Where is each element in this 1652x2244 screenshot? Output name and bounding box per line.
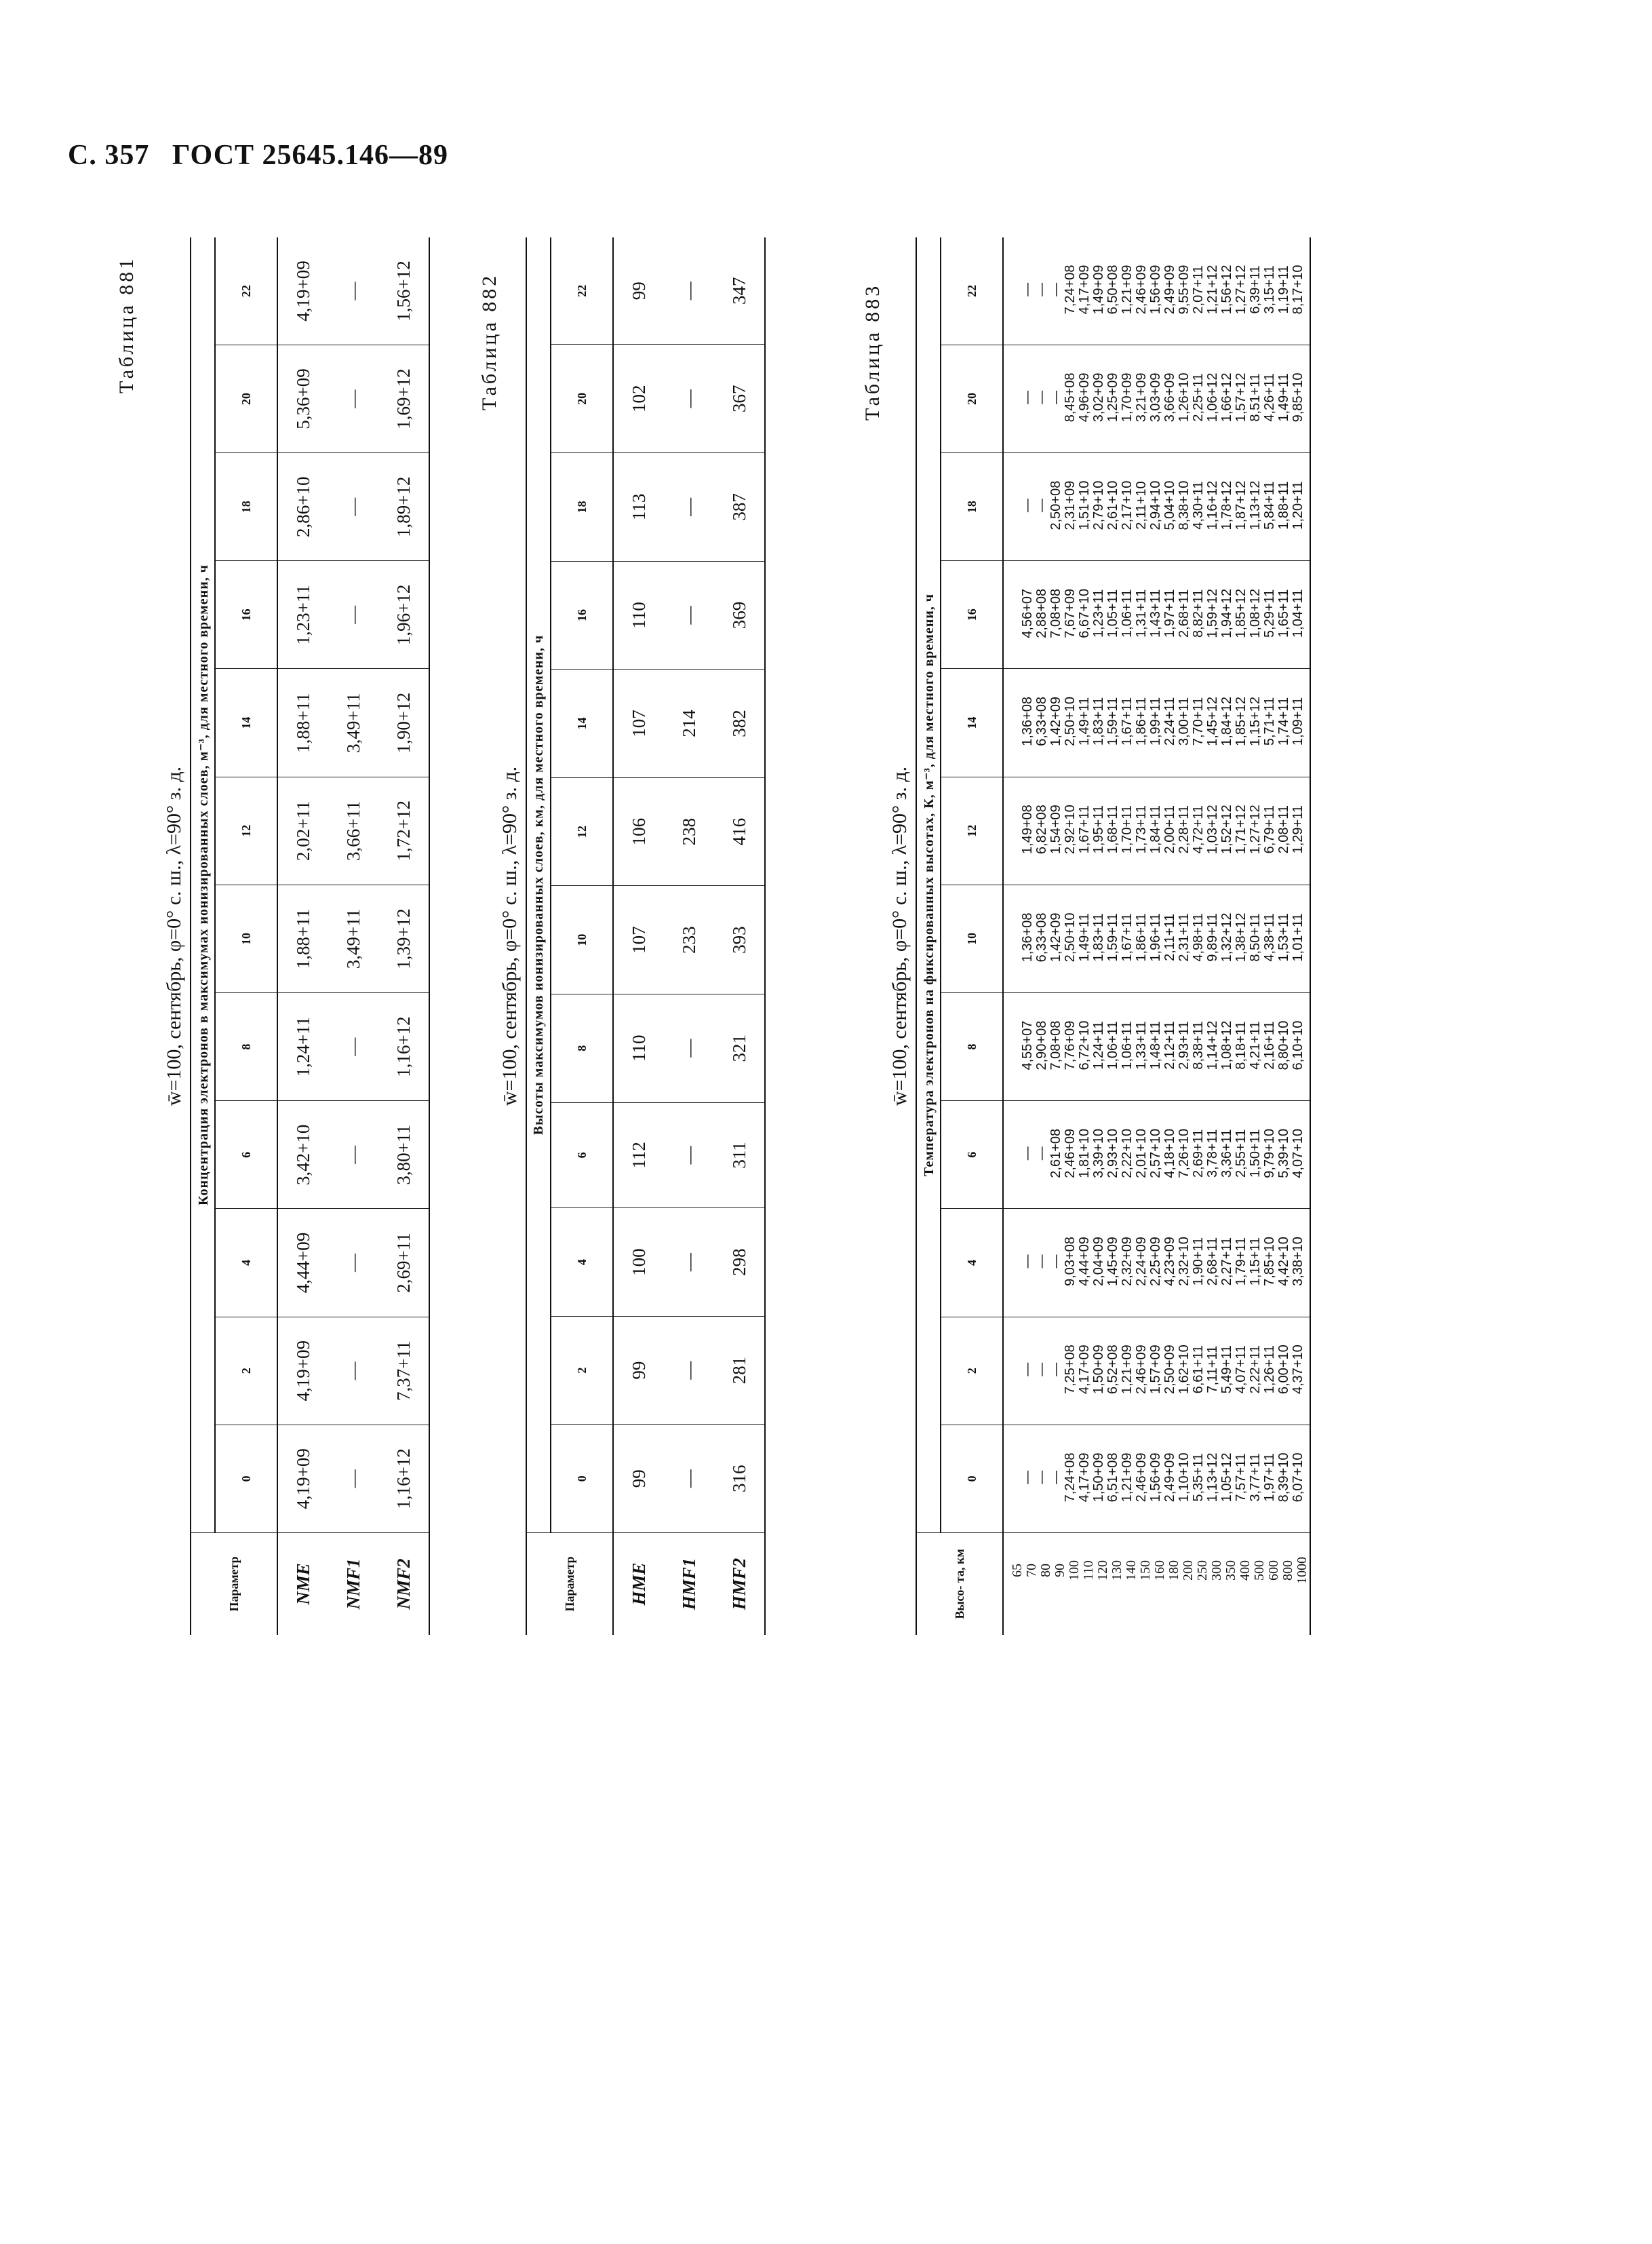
temperature-column: — — — 7,25+08 4,17+09 1,50+09 6,52+08 1,21+09 2,46+09 1,57+09 2,50+09 1,62+10 6,61+11 7,11+11 5,49+11 4,07+11 2,22+11 1,26+11 6,00+10 4,37+10 bbox=[1003, 1317, 1310, 1425]
table-cell: 99 bbox=[613, 1316, 664, 1425]
temperature-column: 1,49+08 6,82+08 1,54+09 2,92+10 1,67+11 1,95+11 1,68+11 1,70+11 1,73+11 1,84+11 2,00+11 2,28+11 4,72+11 1,03+12 1,52+12 1,71+12 1,27+12 6,79+11 2,08+11 1,29+11 bbox=[1003, 777, 1310, 885]
height-header: Высо- та, км bbox=[916, 1533, 1003, 1636]
table-cell: — bbox=[664, 453, 714, 562]
table-cell: — bbox=[328, 561, 378, 669]
table-cell: 1,24+11 bbox=[277, 993, 328, 1101]
table-row bbox=[664, 237, 714, 1635]
table-cell: 387 bbox=[714, 453, 765, 562]
table-882-grid bbox=[526, 237, 766, 1635]
table-cell: — bbox=[328, 993, 378, 1101]
table-cell: 4,19+09 bbox=[277, 1317, 328, 1425]
table-cell: 1,23+11 bbox=[277, 561, 328, 669]
table-cell: 107 bbox=[613, 886, 664, 994]
hour-header: 14 bbox=[551, 670, 613, 778]
table-881-label: Таблица 881 bbox=[115, 256, 138, 393]
hour-header: 22 bbox=[941, 237, 1003, 345]
table-cell: 99 bbox=[628, 1469, 649, 1488]
table-row bbox=[277, 237, 328, 1635]
table-cell: 1,39+12 bbox=[378, 885, 429, 992]
table-cell: 3,49+11 bbox=[328, 885, 378, 992]
table-cell: 416 bbox=[714, 777, 765, 886]
table-cell: 113 bbox=[613, 453, 664, 562]
table-cell: 100 bbox=[613, 1208, 664, 1317]
table-cell: 298 bbox=[714, 1208, 765, 1317]
table-cell: — bbox=[328, 453, 378, 561]
table-882-label: Таблица 882 bbox=[478, 273, 500, 410]
table-cell: 321 bbox=[714, 994, 765, 1102]
param-name: NMF2 bbox=[378, 1533, 429, 1636]
table-cell: 311 bbox=[714, 1102, 765, 1208]
table-cell: 1,56+12 bbox=[378, 237, 429, 345]
table-cell: 106 bbox=[613, 777, 664, 886]
hour-header: 16 bbox=[941, 561, 1003, 669]
table-883-label: Таблица 883 bbox=[861, 283, 884, 421]
table-cell: — bbox=[328, 1317, 378, 1425]
table-cell: — bbox=[664, 994, 714, 1102]
param-header: Параметр bbox=[191, 1533, 277, 1636]
hour-header: 8 bbox=[551, 994, 613, 1102]
table-cell: — bbox=[328, 345, 378, 452]
table-cell: 382 bbox=[714, 670, 765, 778]
temperature-column: — — 2,61+08 2,46+09 1,81+10 3,39+10 2,93+10 2,22+10 2,01+10 2,57+10 4,18+10 7,26+10 2,69+11 3,78+11 3,36+11 2,55+11 1,50+11 9,79+10 5,39+10 4,07+10 bbox=[1003, 1101, 1310, 1209]
table-882-subtitle: Высоты максимумов ионизированных слоев, км, для местного времени, ч bbox=[526, 237, 551, 1533]
table-cell: 1,16+12 bbox=[378, 993, 429, 1101]
param-name: HMF1 bbox=[664, 1533, 714, 1636]
hour-header: 8 bbox=[215, 993, 277, 1101]
table-cell: 102 bbox=[613, 345, 664, 453]
table-cell: 4,19+09 bbox=[292, 1448, 313, 1509]
table-cell: 1,16+12 bbox=[393, 1448, 414, 1509]
hour-header: 6 bbox=[215, 1101, 277, 1209]
standard-code: ГОСТ 25645.146—89 bbox=[172, 140, 449, 171]
hour-header: 20 bbox=[215, 345, 277, 452]
table-881-grid bbox=[190, 237, 430, 1635]
table-row bbox=[613, 237, 664, 1635]
hour-header: 2 bbox=[215, 1317, 277, 1425]
temperature-column: 4,55+07 2,90+08 7,08+08 7,76+09 6,72+10 1,24+11 1,06+11 1,06+11 1,33+11 1,48+11 2,12+11 2,93+11 8,38+11 1,14+12 1,08+12 8,18+11 4,21+11 2,16+11 8,80+10 6,10+10 bbox=[1003, 992, 1310, 1100]
table-cell: 110 bbox=[613, 994, 664, 1102]
table-cell: 4,19+09 bbox=[277, 237, 328, 345]
table-row bbox=[714, 237, 765, 1635]
hour-header: 0 bbox=[551, 1425, 613, 1533]
table-cell: — bbox=[678, 1469, 699, 1488]
temperature-column: 1,36+08 6,33+08 1,42+09 2,50+10 1,49+11 1,83+11 1,59+11 1,67+11 1,86+11 1,96+11 2,11+11 2,31+11 4,98+11 9,89+11 1,32+12 1,38+12 8,50+11 4,38+11 1,53+11 1,01+11 bbox=[1003, 885, 1310, 992]
hour-header: 22 bbox=[551, 237, 613, 345]
table-883-subtitle: Температура электронов на фиксированных высотах, К, м⁻³, для местного времени, ч bbox=[916, 237, 941, 1533]
table-cell: 347 bbox=[714, 237, 765, 345]
table-cell: 3,66+11 bbox=[328, 777, 378, 885]
hour-header: 22 bbox=[215, 237, 277, 345]
table-881 bbox=[163, 237, 430, 1635]
temperature-column: 4,56+07 2,88+08 7,08+08 7,67+09 6,67+10 1,23+11 1,05+11 1,06+11 1,31+11 1,43+11 1,97+11 2,68+11 8,82+11 1,59+12 1,94+12 1,85+12 1,08+12 5,29+11 1,65+11 1,04+11 bbox=[1003, 561, 1310, 669]
hour-header: 4 bbox=[551, 1208, 613, 1317]
table-cell: 1,72+12 bbox=[378, 777, 429, 885]
table-cell: — bbox=[664, 1208, 714, 1317]
page-header bbox=[68, 139, 463, 172]
hour-header: 12 bbox=[215, 777, 277, 885]
table-cell: 238 bbox=[664, 777, 714, 886]
temperature-column: — — — 7,24+08 4,17+09 1,49+09 6,50+08 1,21+09 2,46+09 1,56+09 2,49+09 9,55+09 2,07+11 1,21+12 1,56+12 1,27+12 6,39+11 3,15+11 1,19+11 8,17+10 bbox=[1003, 237, 1310, 345]
table-cell: 110 bbox=[613, 561, 664, 670]
hour-header: 14 bbox=[215, 669, 277, 777]
table-cell: — bbox=[664, 561, 714, 670]
height-values: 65 70 80 90 100 110 120 130 140 150 160 180 200 250 300 350 400 500 600 800 1000 bbox=[1003, 1533, 1310, 1636]
table-cell: — bbox=[664, 237, 714, 345]
hour-header: 6 bbox=[941, 1101, 1003, 1209]
table-cell: — bbox=[328, 1101, 378, 1209]
table-cell: — bbox=[664, 1102, 714, 1208]
temperature-column: — — — 7,24+08 4,17+09 1,50+09 6,51+08 1,21+09 2,46+09 1,56+09 2,49+09 1,10+10 5,35+11 1,13+12 1,05+12 7,57+11 3,77+11 1,97+11 8,39+10 6,07+10 bbox=[1020, 1452, 1305, 1503]
temperature-column: — — 2,50+08 2,31+09 1,51+10 2,79+10 2,61+10 2,17+10 2,11+10 2,94+10 5,04+10 8,38+10 4,30+11 1,16+12 1,78+12 1,87+12 1,13+12 5,84+11 1,88+11 1,20+11 bbox=[1003, 452, 1310, 560]
param-name: HME bbox=[613, 1533, 664, 1636]
hour-header: 20 bbox=[551, 345, 613, 453]
hour-header: 16 bbox=[215, 561, 277, 669]
table-881-subtitle: Концентрация электронов в максимумах ионизированных слоев, м⁻³, для местного времени, ч bbox=[191, 237, 215, 1533]
table-cell: 1,90+12 bbox=[378, 669, 429, 777]
hour-header: 0 bbox=[215, 1425, 277, 1532]
hour-header: 10 bbox=[215, 885, 277, 992]
hour-header: 18 bbox=[941, 452, 1003, 560]
table-cell: 4,44+09 bbox=[277, 1209, 328, 1317]
hour-header: 4 bbox=[215, 1209, 277, 1317]
hour-header: 12 bbox=[551, 777, 613, 886]
table-cell: 2,02+11 bbox=[277, 777, 328, 885]
table-882-title: w̄=100, сентябрь, φ=0° с. ш., λ=90° з. д. bbox=[498, 766, 521, 1106]
hour-header: 6 bbox=[551, 1102, 613, 1208]
hour-header: 10 bbox=[941, 885, 1003, 992]
hour-header: 12 bbox=[941, 777, 1003, 885]
table-cell: 1,69+12 bbox=[378, 345, 429, 452]
table-cell: 7,37+11 bbox=[378, 1317, 429, 1425]
hour-header: 0 bbox=[941, 1425, 1003, 1532]
table-cell: — bbox=[328, 237, 378, 345]
table-row bbox=[328, 237, 378, 1635]
table-cell: 3,80+11 bbox=[378, 1101, 429, 1209]
hour-header: 20 bbox=[941, 345, 1003, 452]
table-cell: — bbox=[664, 345, 714, 453]
table-cell: 281 bbox=[714, 1316, 765, 1425]
table-cell: 1,96+12 bbox=[378, 561, 429, 669]
table-cell: 214 bbox=[664, 670, 714, 778]
table-cell: 316 bbox=[728, 1465, 749, 1492]
table-row bbox=[378, 237, 429, 1635]
hour-header: 8 bbox=[941, 992, 1003, 1100]
table-cell: 5,36+09 bbox=[277, 345, 328, 452]
table-cell: 3,49+11 bbox=[328, 669, 378, 777]
table-883-grid bbox=[916, 237, 1311, 1635]
table-cell: — bbox=[664, 1316, 714, 1425]
table-882 bbox=[498, 237, 766, 1635]
table-cell: 2,69+11 bbox=[378, 1209, 429, 1317]
param-name: HMF2 bbox=[714, 1533, 765, 1636]
temperature-column: — — — 8,45+08 4,96+09 3,02+09 1,25+09 1,70+09 3,21+09 3,03+09 3,66+09 1,26+10 2,25+11 1,06+12 1,66+12 1,57+12 8,51+11 4,26+11 1,49+11 9,85+10 bbox=[1003, 345, 1310, 452]
hour-header: 2 bbox=[941, 1317, 1003, 1425]
hour-header: 16 bbox=[551, 561, 613, 670]
table-883 bbox=[888, 237, 1311, 1635]
page-number: С. 357 bbox=[68, 140, 150, 171]
hour-header: 18 bbox=[551, 453, 613, 562]
table-cell: 369 bbox=[714, 561, 765, 670]
table-cell: 3,42+10 bbox=[277, 1101, 328, 1209]
table-cell: 112 bbox=[613, 1102, 664, 1208]
table-cell: 1,89+12 bbox=[378, 453, 429, 561]
hour-header: 18 bbox=[215, 453, 277, 561]
param-header: Параметр bbox=[526, 1533, 613, 1636]
table-cell: 1,88+11 bbox=[277, 669, 328, 777]
table-cell: 1,88+11 bbox=[277, 885, 328, 992]
table-cell: 2,86+10 bbox=[277, 453, 328, 561]
hour-header: 14 bbox=[941, 669, 1003, 777]
table-cell: 393 bbox=[714, 886, 765, 994]
temperature-column: — — — 9,03+08 4,44+09 2,04+09 1,45+09 2,32+09 2,24+09 2,25+09 4,23+09 2,32+10 1,90+11 2,68+11 2,27+11 1,79+11 1,15+11 7,85+10 4,42+10 3,38+10 bbox=[1003, 1209, 1310, 1317]
table-cell: 107 bbox=[613, 670, 664, 778]
param-name: NMF1 bbox=[328, 1533, 378, 1636]
table-883-title: w̄=100, сентябрь, φ=0° с. ш., λ=90° з. д. bbox=[888, 766, 911, 1106]
hour-header: 10 bbox=[551, 886, 613, 994]
table-cell: 367 bbox=[714, 345, 765, 453]
param-name: NME bbox=[277, 1533, 328, 1636]
hour-header: 2 bbox=[551, 1316, 613, 1425]
table-cell: — bbox=[342, 1469, 363, 1488]
table-881-title: w̄=100, сентябрь, φ=0° с. ш., λ=90° з. д. bbox=[163, 766, 185, 1106]
table-cell: 233 bbox=[664, 886, 714, 994]
table-cell: 99 bbox=[613, 237, 664, 345]
temperature-column: 1,36+08 6,33+08 1,42+09 2,50+10 1,49+11 1,83+11 1,59+11 1,67+11 1,86+11 1,99+11 2,24+11 3,00+11 7,70+11 1,45+12 1,84+12 1,85+12 1,15+12 5,71+11 1,74+11 1,09+11 bbox=[1003, 669, 1310, 777]
table-cell: — bbox=[328, 1209, 378, 1317]
hour-header: 4 bbox=[941, 1209, 1003, 1317]
